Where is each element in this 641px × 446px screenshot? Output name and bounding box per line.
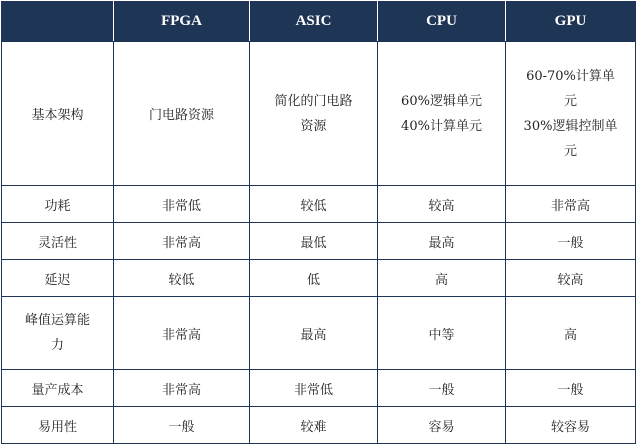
cell-gpu	[506, 42, 636, 186]
cell-line: 60-70%计算单	[526, 68, 615, 84]
cell-cpu: 最高	[378, 223, 506, 260]
cell-line: 60%逻辑单元	[401, 93, 482, 109]
cell-fpga: 非常高	[114, 370, 250, 407]
table-row	[2, 42, 636, 186]
cell-asic: 低	[250, 260, 378, 297]
cell-cpu: 一般	[378, 370, 506, 407]
row-label: 量产成本	[2, 370, 114, 407]
table-row	[2, 260, 636, 297]
cell-gpu: 较容易	[506, 407, 636, 444]
cell-gpu: 较高	[506, 260, 636, 297]
cell-cpu: 较高	[378, 186, 506, 223]
table-row	[2, 407, 636, 444]
cell-asic	[250, 42, 378, 186]
cell-gpu: 一般	[506, 370, 636, 407]
row-label: 易用性	[2, 407, 114, 444]
cell-fpga: 门电路资源	[114, 42, 250, 186]
cell-asic: 非常低	[250, 370, 378, 407]
table-row	[2, 223, 636, 260]
table-row	[2, 186, 636, 223]
row-label	[2, 297, 114, 370]
cell-line: 40%计算单元	[401, 118, 482, 134]
cell-line: 峰值运算能	[24, 313, 90, 328]
cell-line: 元	[563, 143, 577, 159]
cell-line: 元	[563, 93, 577, 109]
cell-line: 简化的门电路	[274, 93, 353, 109]
header-fpga: FPGA	[114, 2, 250, 42]
cell-fpga: 非常高	[114, 223, 250, 260]
row-label: 灵活性	[2, 223, 114, 260]
cell-fpga: 非常高	[114, 297, 250, 370]
row-label: 基本架构	[2, 42, 114, 186]
header-row	[2, 2, 636, 42]
header-corner	[2, 2, 114, 42]
cell-cpu	[378, 42, 506, 186]
cell-line: 资源	[300, 118, 327, 134]
cell-fpga: 一般	[114, 407, 250, 444]
cell-cpu: 中等	[378, 297, 506, 370]
cell-cpu: 容易	[378, 407, 506, 444]
comparison-table	[1, 1, 636, 444]
cell-asic: 最高	[250, 297, 378, 370]
cell-asic: 较低	[250, 186, 378, 223]
cell-line: 力	[50, 338, 64, 353]
header-cpu: CPU	[378, 2, 506, 42]
header-gpu: GPU	[506, 2, 636, 42]
cell-gpu: 非常高	[506, 186, 636, 223]
table-row	[2, 370, 636, 407]
cell-fpga: 非常低	[114, 186, 250, 223]
row-label: 功耗	[2, 186, 114, 223]
cell-cpu: 高	[378, 260, 506, 297]
header-asic: ASIC	[250, 2, 378, 42]
cell-gpu: 一般	[506, 223, 636, 260]
table-row	[2, 297, 636, 370]
row-label: 延迟	[2, 260, 114, 297]
cell-gpu: 高	[506, 297, 636, 370]
cell-fpga: 较低	[114, 260, 250, 297]
cell-asic: 较难	[250, 407, 378, 444]
cell-asic: 最低	[250, 223, 378, 260]
cell-line: 30%逻辑控制单	[523, 118, 618, 134]
